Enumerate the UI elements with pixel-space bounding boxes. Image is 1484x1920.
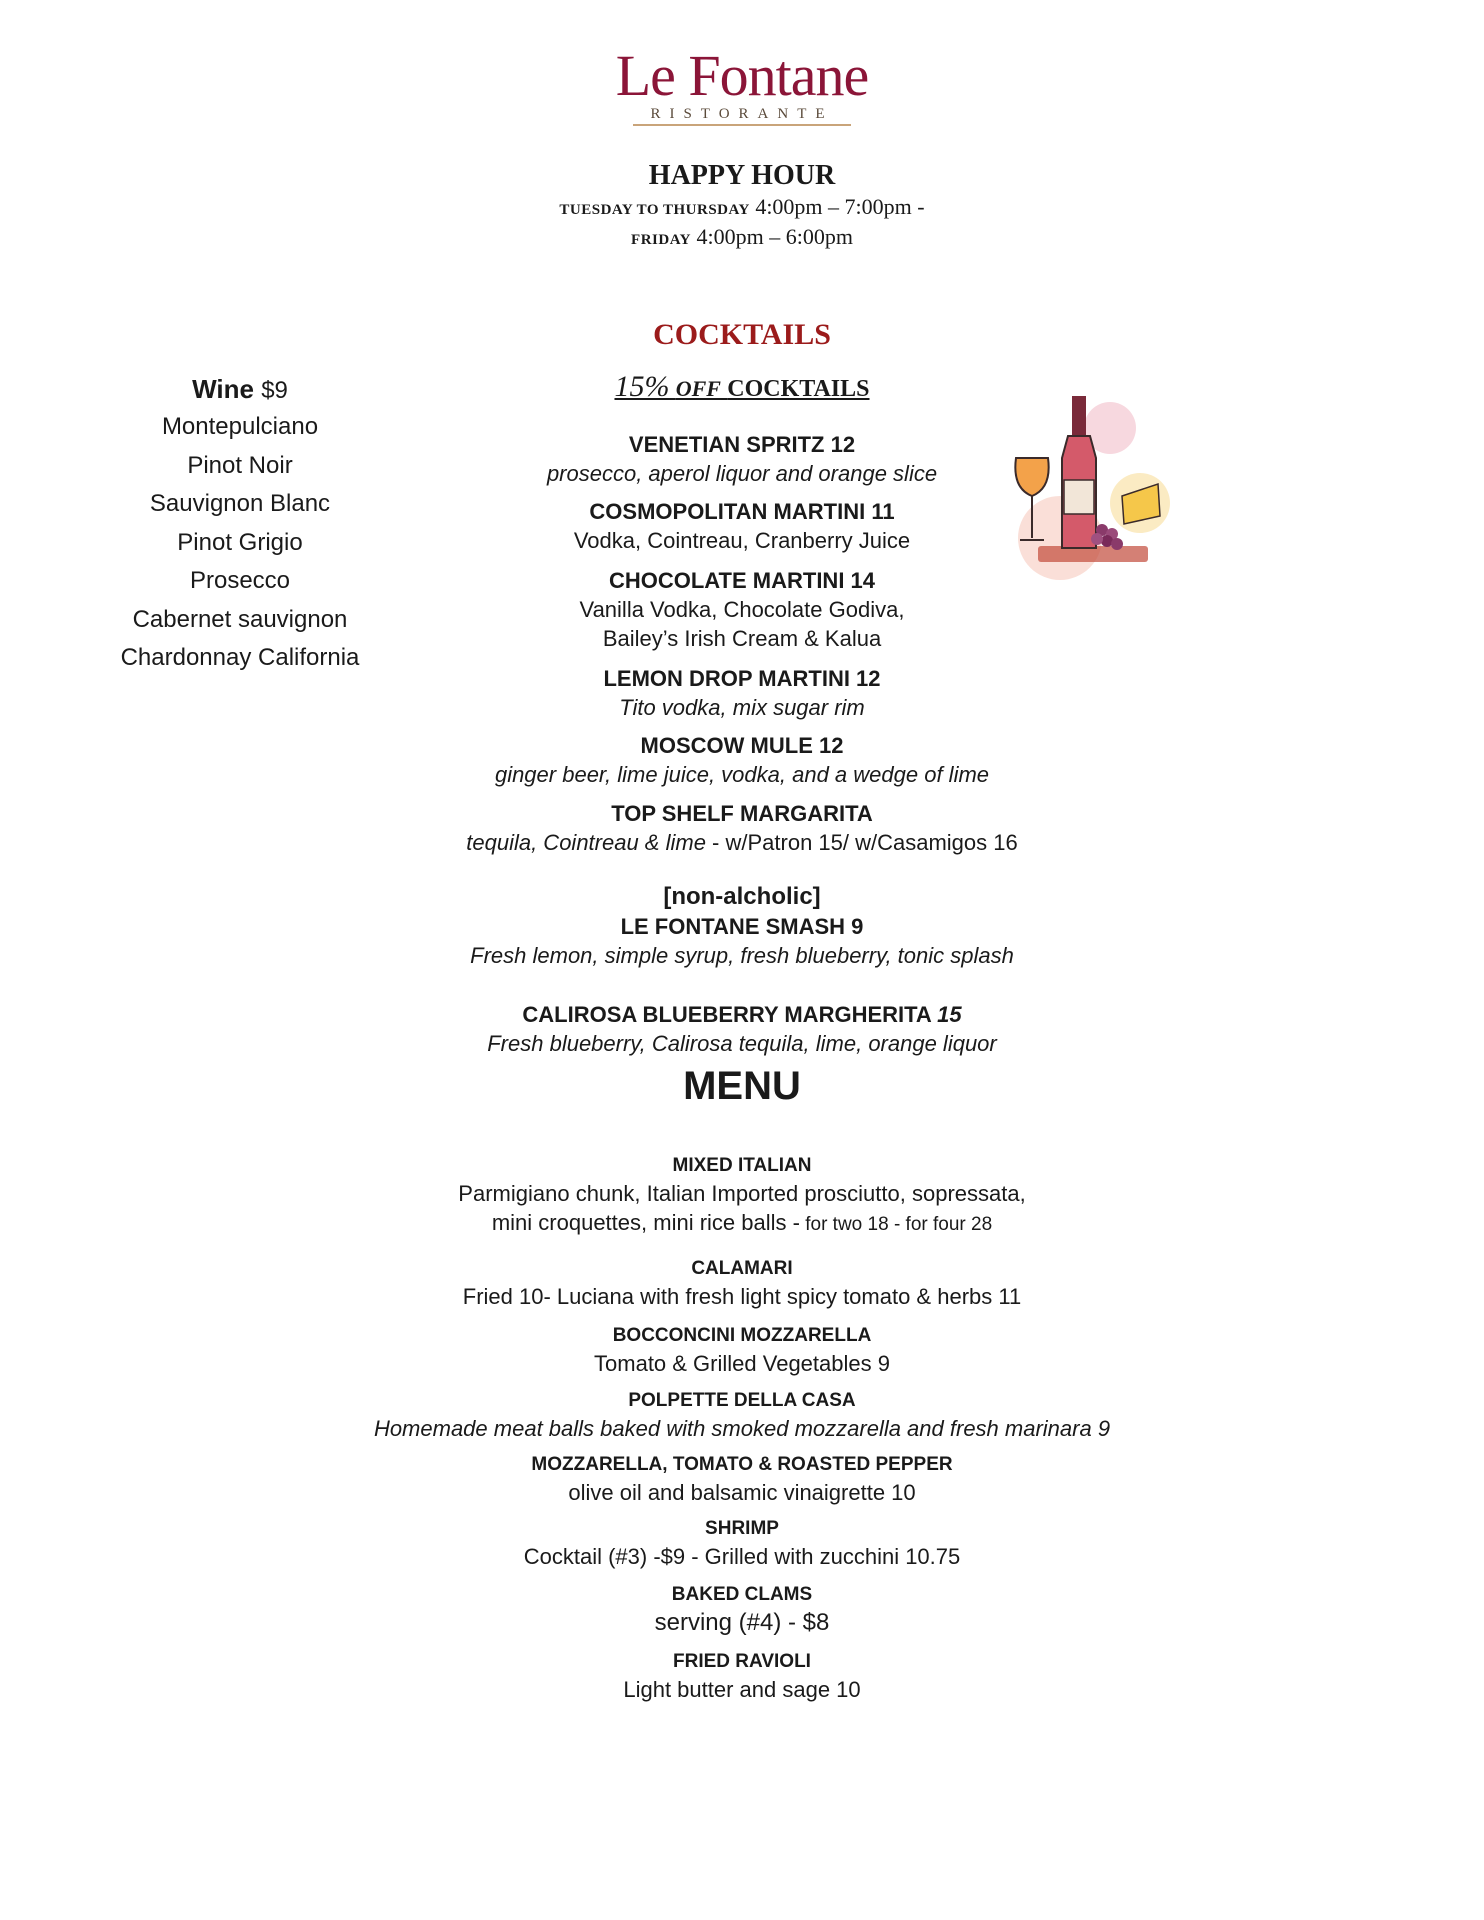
menu-item-name: FRIED RAVIOLI bbox=[673, 1651, 811, 1672]
calirosa-name: CALIROSA BLUEBERRY MARGHERITA bbox=[522, 1002, 932, 1027]
menu-item-name: BOCCONCINI MOZZARELLA bbox=[612, 1325, 872, 1346]
menu-item-name: MIXED ITALIAN bbox=[672, 1155, 812, 1176]
menu-item-name: POLPETTE DELLA CASA bbox=[628, 1390, 856, 1411]
menu-mozzarella-tomato bbox=[0, 1452, 1484, 1507]
happy-hour-friday-line bbox=[0, 224, 1484, 250]
weekday-time: 4:00pm – 7:00pm - bbox=[755, 194, 925, 219]
cocktail-name: MOSCOW MULE 12 bbox=[640, 733, 844, 758]
wine-item: Montepulciano bbox=[161, 413, 319, 440]
margarita-ingredients: tequila, Cointreau & lime bbox=[466, 830, 706, 855]
cocktail-name: LE FONTANE SMASH 9 bbox=[620, 914, 864, 939]
menu-baked-clams bbox=[0, 1582, 1484, 1637]
menu-item-desc: Cocktail (#3) -$9 - Grilled with zucchini 10.75 bbox=[523, 1544, 961, 1569]
cocktail-venetian-spritz bbox=[0, 430, 1484, 488]
menu-item-desc: olive oil and balsamic vinaigrette 10 bbox=[568, 1480, 916, 1505]
wine-item: Prosecco bbox=[189, 567, 291, 594]
cocktail-desc: Vodka, Cointreau, Cranberry Juice bbox=[573, 528, 911, 553]
menu-mixed-italian bbox=[0, 1153, 1484, 1239]
happy-hour-weekday-line bbox=[0, 194, 1484, 220]
cocktail-calirosa bbox=[0, 1000, 1484, 1058]
menu-item-desc: Fried 10- Luciana with fresh light spicy tomato & herbs 11 bbox=[462, 1284, 1022, 1309]
cocktail-moscow-mule bbox=[0, 731, 1484, 789]
friday-time: 4:00pm – 6:00pm bbox=[696, 224, 853, 249]
cocktail-name: TOP SHELF MARGARITA bbox=[611, 801, 873, 826]
mixed-prices: for two 18 - for four 28 bbox=[799, 1214, 993, 1235]
friday-days: FRIDAY bbox=[631, 232, 691, 248]
cocktail-desc: prosecco, aperol liquor and orange slice bbox=[546, 461, 938, 486]
cocktail-desc: Fresh lemon, simple syrup, fresh blueberry, tonic splash bbox=[470, 943, 1014, 968]
wine-label: Wine bbox=[192, 374, 254, 404]
cocktail-name: LEMON DROP MARTINI 12 bbox=[603, 666, 881, 691]
menu-shrimp bbox=[0, 1516, 1484, 1571]
weekday-days: TUESDAY TO THURSDAY bbox=[559, 202, 750, 218]
non-alcoholic-label: [non-alcholic] bbox=[663, 883, 821, 910]
mixed-desc: mini croquettes, mini rice balls - bbox=[491, 1210, 800, 1235]
happy-hour-title: HAPPY HOUR bbox=[648, 160, 836, 191]
logo-name: Le Fontane bbox=[615, 43, 869, 108]
cocktail-desc: Fresh blueberry, Calirosa tequila, lime, orange liquor bbox=[487, 1031, 997, 1056]
wine-item: Sauvignon Blanc bbox=[149, 490, 331, 517]
wine-item: Cabernet sauvignon bbox=[132, 605, 348, 633]
menu-item-desc: Light butter and sage 10 bbox=[623, 1677, 861, 1702]
offer-off: OFF bbox=[675, 376, 721, 401]
cocktail-desc: Tito vodka, mix sugar rim bbox=[619, 695, 865, 720]
offer-percent: 15% bbox=[614, 370, 670, 403]
menu-item-desc: Tomato & Grilled Vegetables 9 bbox=[594, 1351, 890, 1376]
wine-item: Pinot Noir bbox=[187, 451, 293, 479]
cocktail-desc bbox=[0, 828, 1484, 857]
menu-item-desc: serving (#4) - $8 bbox=[654, 1609, 830, 1636]
menu-bocconcini bbox=[0, 1323, 1484, 1378]
restaurant-logo bbox=[542, 43, 942, 126]
cocktail-name: VENETIAN SPRITZ 12 bbox=[628, 432, 856, 457]
menu-item-desc-line2 bbox=[0, 1208, 1484, 1239]
cocktail-desc: ginger beer, lime juice, vodka, and a wedge of lime bbox=[494, 762, 990, 787]
menu-item-name: BAKED CLAMS bbox=[671, 1584, 813, 1605]
cocktail-chocolate-martini bbox=[0, 566, 1484, 653]
margarita-upgrades: - w/Patron 15/ w/Casamigos 16 bbox=[705, 830, 1018, 855]
menu-polpette bbox=[0, 1388, 1484, 1443]
non-alcoholic-section bbox=[0, 882, 1484, 970]
wine-price: $9 bbox=[261, 377, 288, 404]
cocktail-desc: Vanilla Vodka, Chocolate Godiva, bbox=[579, 597, 905, 622]
wine-item: Chardonnay California bbox=[120, 644, 360, 671]
cocktail-lemon-drop bbox=[0, 664, 1484, 722]
menu-item-desc: Parmigiano chunk, Italian Imported prosciutto, sopressata, bbox=[458, 1181, 1026, 1206]
menu-item-name: MOZZARELLA, TOMATO & ROASTED PEPPER bbox=[531, 1454, 953, 1475]
menu-fried-ravioli bbox=[0, 1649, 1484, 1704]
menu-calamari bbox=[0, 1256, 1484, 1311]
cocktail-name: CHOCOLATE MARTINI 14 bbox=[608, 568, 876, 593]
menu-item-name: SHRIMP bbox=[705, 1518, 779, 1539]
logo-subtitle: RISTORANTE bbox=[633, 106, 851, 126]
cocktail-name: COSMOPOLITAN MARTINI 11 bbox=[589, 499, 895, 524]
cocktail-desc-line2: Bailey’s Irish Cream & Kalua bbox=[602, 626, 882, 651]
cocktail-cosmopolitan bbox=[0, 497, 1484, 555]
cocktail-top-shelf-margarita bbox=[0, 799, 1484, 857]
menu-item-name: CALAMARI bbox=[691, 1258, 793, 1279]
wine-heading bbox=[100, 372, 380, 408]
cocktails-heading: COCKTAILS bbox=[653, 318, 831, 351]
menu-heading: MENU bbox=[683, 1064, 801, 1108]
cocktail-name bbox=[0, 1000, 1484, 1029]
menu-item-desc: Homemade meat balls baked with smoked mozzarella and fresh marinara 9 bbox=[373, 1416, 1111, 1441]
wine-item: Pinot Grigio bbox=[177, 528, 303, 556]
calirosa-price: 15 bbox=[937, 1002, 962, 1027]
offer-label: COCKTAILS bbox=[727, 376, 870, 402]
